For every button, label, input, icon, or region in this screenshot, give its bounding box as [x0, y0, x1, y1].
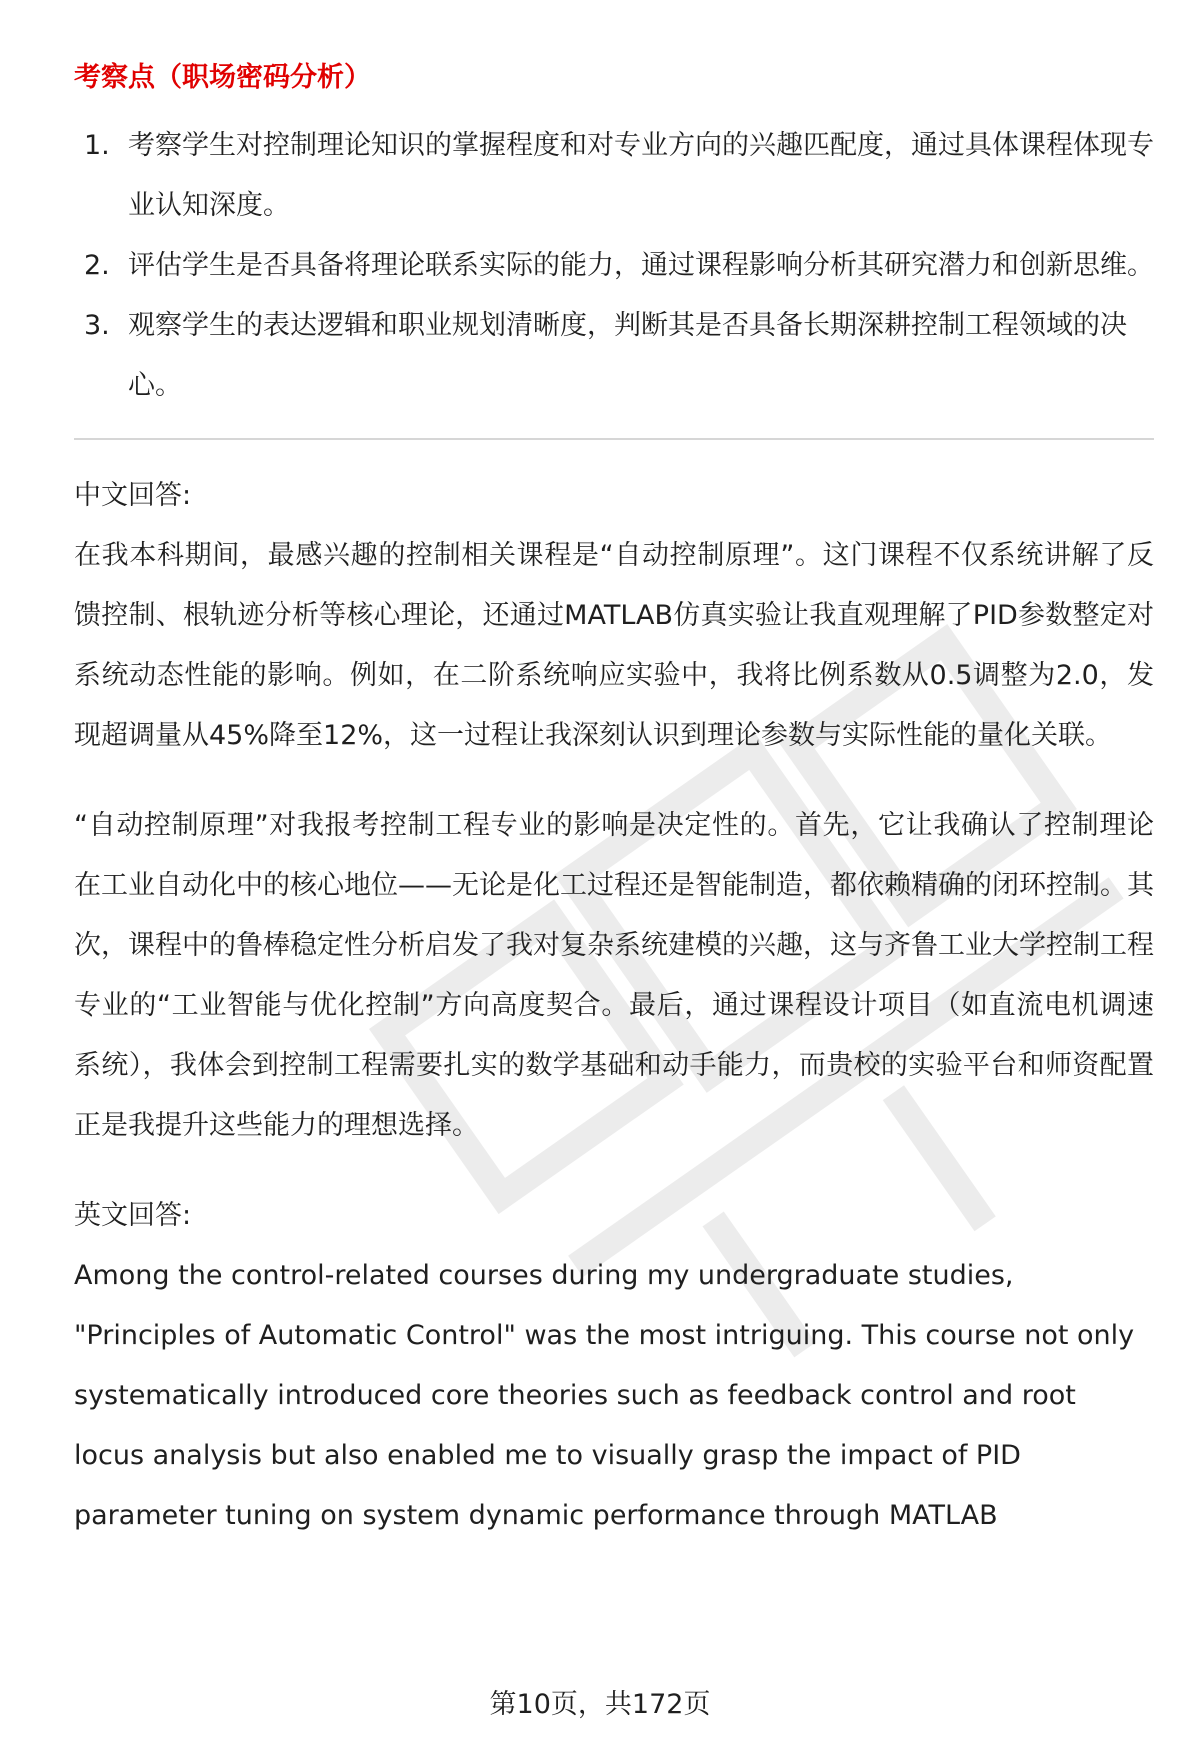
- list-number: 1.: [84, 130, 110, 161]
- english-answer-paragraph: Among the control-related courses during my undergraduate studies, "Principles of Automatic Control" was the most intriguing. This course not only systematically introduced core theories such as feedback control and root locus analysis but also enabled me to visually grasp the impact of PID parameter tuning on system dynamic performance through MATLAB: [74, 1260, 1135, 1531]
- list-number: 3.: [84, 310, 110, 341]
- list-number: 2.: [84, 250, 110, 281]
- list-item-text: 考察学生对控制理论知识的掌握程度和对专业方向的兴趣匹配度，通过具体课程体现专业认知深度。: [128, 130, 1154, 221]
- list-item: [74, 116, 1154, 236]
- list-item-text: 观察学生的表达逻辑和职业规划清晰度，判断其是否具备长期深耕控制工程领域的决心。: [128, 310, 1127, 401]
- chinese-answer-paragraph-1: 在我本科期间，最感兴趣的控制相关课程是“自动控制原理”。这门课程不仅系统讲解了反馈控制、根轨迹分析等核心理论，还通过MATLAB仿真实验让我直观理解了PID参数整定对系统动态性能的影响。例如，在二阶系统响应实验中，我将比例系数从0.5调整为2.0，发现超调量从45%降至12%，这一过程让我深刻认识到理论参数与实际性能的量化关联。: [74, 540, 1154, 751]
- list-item: [74, 296, 1154, 416]
- english-answer-label: 英文回答:: [74, 1200, 192, 1231]
- page-number-footer: 第10页，共172页: [489, 1689, 711, 1720]
- section-heading: 考察点（职场密码分析）: [74, 62, 371, 93]
- section-divider: [74, 438, 1154, 440]
- chinese-answer-label: 中文回答:: [74, 480, 192, 511]
- list-item-text: 评估学生是否具备将理论联系实际的能力，通过课程影响分析其研究潜力和创新思维。: [128, 250, 1154, 281]
- list-item: [74, 236, 1154, 296]
- assessment-points-list: [74, 116, 1154, 416]
- document-page: [74, 58, 1154, 1546]
- chinese-answer-paragraph-2: “自动控制原理”对我报考控制工程专业的影响是决定性的。首先，它让我确认了控制理论在工业自动化中的核心地位——无论是化工过程还是智能制造，都依赖精确的闭环控制。其次，课程中的鲁棒稳定性分析启发了我对复杂系统建模的兴趣，这与齐鲁工业大学控制工程专业的“工业智能与优化控制”方向高度契合。最后，通过课程设计项目（如直流电机调速系统），我体会到控制工程需要扎实的数学基础和动手能力，而贵校的实验平台和师资配置正是我提升这些能力的理想选择。: [74, 810, 1154, 1141]
